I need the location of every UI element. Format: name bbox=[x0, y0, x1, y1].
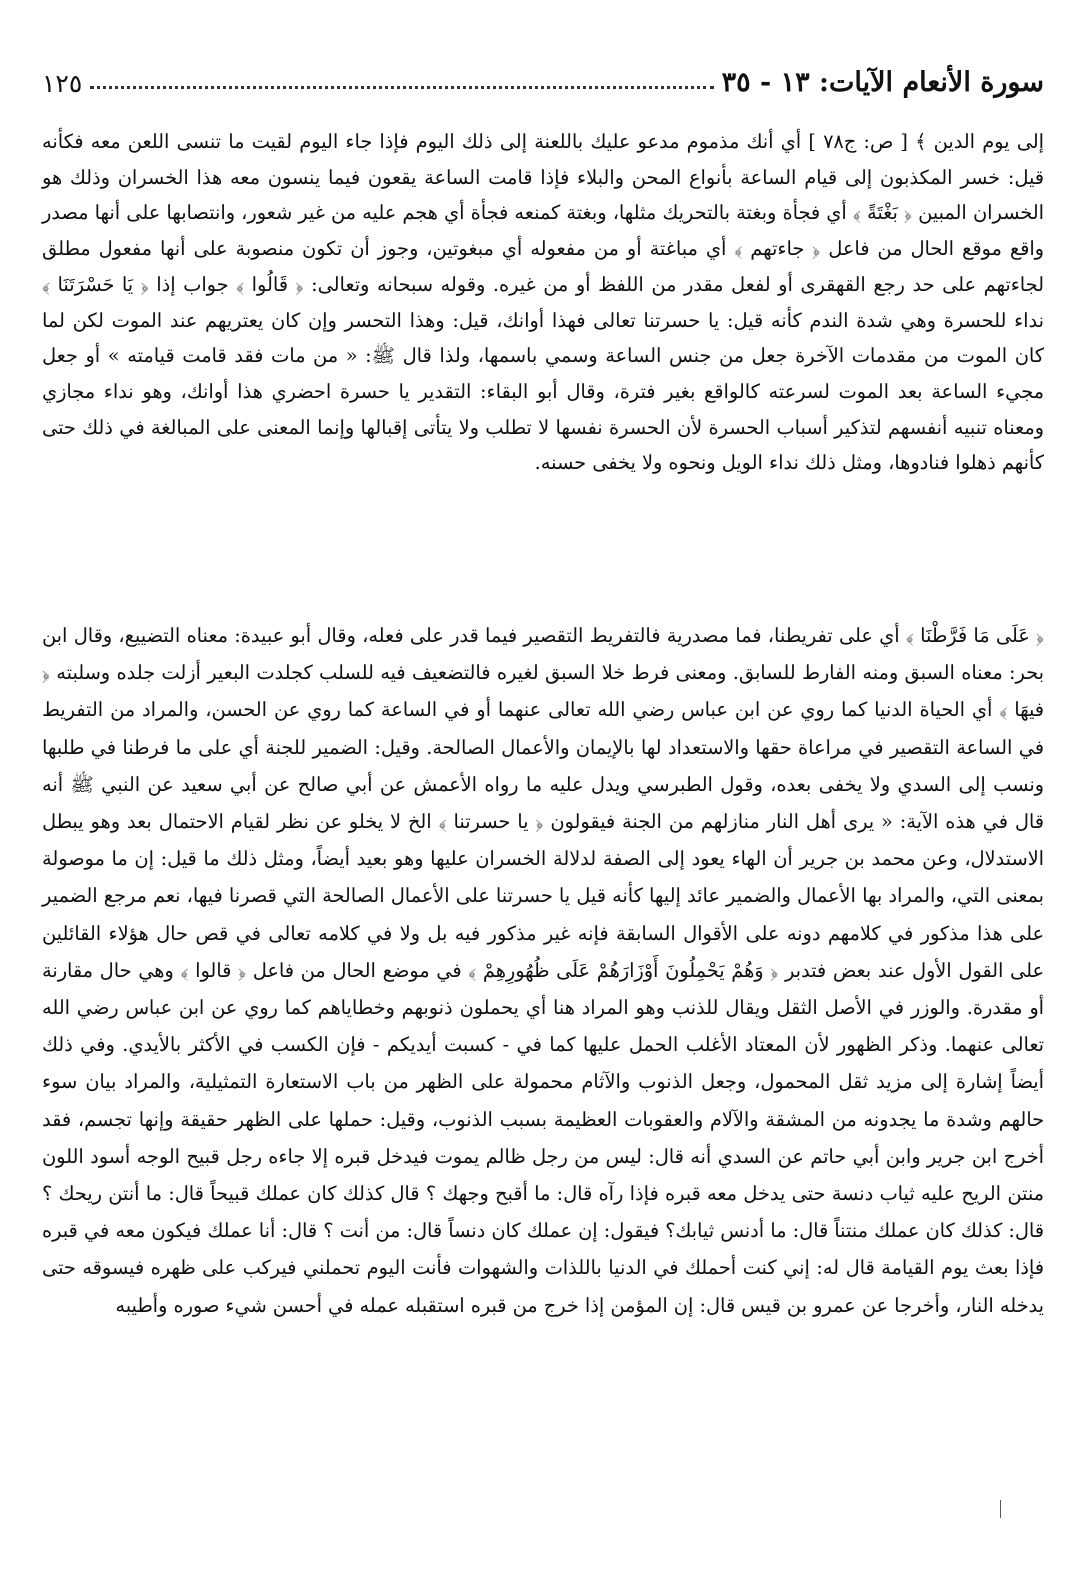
paragraph-text: إلى يوم الدين ﴾ [ ص: ج٧٨ ] أي أنك مذموم مدعو عليك باللعنة إلى ذلك اليوم فإذا جاء اليوم لقيت ما تنسى اللعن معه فكأنه قيل: خسر المكذبون إلى قيام الساعة بأنواع المحن والبلاء فإذا قامت الساعة يقعون فيما ينسون معه هذا الخسران وذلك هو الخسران المبين ﴿ بَغْتَةً ﴾ أي فجأة وبغتة بالتحريك مثلها، وبغتة كمنعه فجأة أي هجم عليه من غير شعور، وانتصابها على أنها مصدر واقع موقع الحال من فاعل ﴿ جاءتهم ﴾ أي مباغتة أو من مفعوله أي مبغوتين، وجوز أن تكون منصوبة على أنها مفعول مطلق لجاءتهم على حد رجع القهقرى أو لفعل مقدر من اللفظ أو من غيره. وقوله سبحانه وتعالى: ﴿ قَالُوا ﴾ جواب إذا ﴿ يَا حَسْرَتَنَا ﴾ نداء للحسرة وهي شدة الندم كأنه قيل: يا حسرتنا تعالى فهذا أوانك، قيل: وهذا التحسر وإن كان يعتريهم عند الموت لكن لما كان الموت من مقدمات الآخرة جعل من جنس الساعة وسمي باسمها، ولذا قال ﷺ: « من مات فقد قامت قيامته » أو جعل مجيء الساعة بعد الموت لسرعته كالواقع بغير فترة، وقال أبو البقاء: التقدير يا حسرة احضري هذا أوانك، وهو نداء مجازي ومعناه تنبيه أنفسهم لتذكير أسباب الحسرة لأن الحسرة نفسها لا تطلب ولا يتأتى إقبالها وإنما المعنى على المبالغة في ذلك حتى كأنهم ذهلوا فنادوها، ومثل ذلك نداء الويل ونحوه ولا يخفى حسنه. bbox=[42, 130, 1045, 475]
chapter-title: سورة الأنعام الآيات: ١٣ - ٣٥ bbox=[721, 67, 1044, 98]
page-header bbox=[42, 62, 1044, 98]
margin-mark bbox=[1000, 1500, 1001, 1518]
page-number: ١٢٥ bbox=[42, 69, 83, 98]
header-dot-leader bbox=[90, 86, 713, 89]
paragraph-1 bbox=[42, 124, 1044, 481]
paragraph-2 bbox=[42, 617, 1044, 1324]
paragraph-text: ﴿ عَلَى مَا فَرَّطْنَا ﴾ أي على تفريطنا، فما مصدرية فالتفريط التقصير فيما قدر على فعله، وقال أبو عبيدة: معناه التضييع، وقال ابن بحر: معناه السبق ومنه الفارط للسابق. ومعنى فرط خلا السبق لغيره فالتضعيف فيه للسلب كجلدت البعير أزلت جلده وسلبته ﴿ فيهَا ﴾ أي الحياة الدنيا كما روي عن ابن عباس رضي الله تعالى عنهما أو في الساعة كما روي عن الحسن، والمراد من التفريط في الساعة التقصير في مراعاة حقها والاستعداد لها بالإيمان والأعمال الصالحة. وقيل: الضمير للجنة أي على ما فرطنا في طلبها ونسب إلى السدي ولا يخفى بعده، وقول الطبرسي ويدل عليه ما رواه الأعمش عن أبي صالح عن أبي سعيد عن النبي ﷺ أنه قال في هذه الآية: « يرى أهل النار منازلهم من الجنة فيقولون ﴿ يا حسرتنا ﴾ الخ لا يخلو عن نظر لقيام الاحتمال بعد وهو يبطل الاستدلال، وعن محمد بن جرير أن الهاء يعود إلى الصفة لدلالة الخسران عليها وهو بعيد أيضاً، ومثل ذلك ما قيل: إن ما موصولة بمعنى التي، والمراد بها الأعمال والضمير عائد إليها كأنه قيل يا حسرتنا على الأعمال الصالحة التي قصرنا فيها، نعم مرجع الضمير على هذا مذكور في كلامهم دونه على الأقوال السابقة فإنه غير مذكور فيه بل ولا في كلامه تعالى في قص حال هؤلاء القائلين على القول الأول عند بعض فتدبر ﴿ وَهُمْ يَحْمِلُونَ أَوْزَارَهُمْ عَلَى ظُهُورِهِمْ ﴾ في موضع الحال من فاعل ﴿ قالوا ﴾ وهي حال مقارنة أو مقدرة. والوزر في الأصل الثقل ويقال للذنب وهو المراد هنا أي يحملون ذنوبهم وخطاياهم كما روي عن ابن عباس رضي الله تعالى عنهما. وذكر الظهور لأن المعتاد الأغلب الحمل عليها كما في - كسبت أيديكم - فإن الكسب في الأكثر بالأيدي. وفي ذلك أيضاً إشارة إلى مزيد ثقل المحمول، وجعل الذنوب والآثام محمولة على الظهر من باب الاستعارة التمثيلية، والمراد بيان سوء حالهم وشدة ما يجدونه من المشقة والآلام والعقوبات العظيمة بسبب الذنوب، وقيل: حملها على الظهر حقيقة وإنها تجسم، فقد أخرج ابن جرير وابن أبي حاتم عن السدي أنه قال: ليس من رجل ظالم يموت فيدخل قبره إلا جاءه رجل قبيح الوجه أسود اللون منتن الريح عليه ثياب دنسة حتى يدخل معه قبره فإذا رآه قال: ما أقبح وجهك ؟ قال كذلك كان عملك قبيحاً قال: ما أنتن ريحك ؟ قال: كذلك كان عملك منتناً قال: ما أدنس ثيابك؟ فيقول: إن عملك كان دنساً قال: من أنت ؟ قال: أنا عملك فيكون معه في قبره فإذا بعث يوم القيامة قال له: إني كنت أحملك في الدنيا باللذات والشهوات فأنت اليوم تحملني فيركب على ظهره فيسوقه حتى يدخله النار، وأخرجا عن عمرو بن قيس قال: إن المؤمن إذا خرج من قبره استقبله عمله في أحسن شيء صوره وأطيبه bbox=[42, 624, 1044, 1317]
